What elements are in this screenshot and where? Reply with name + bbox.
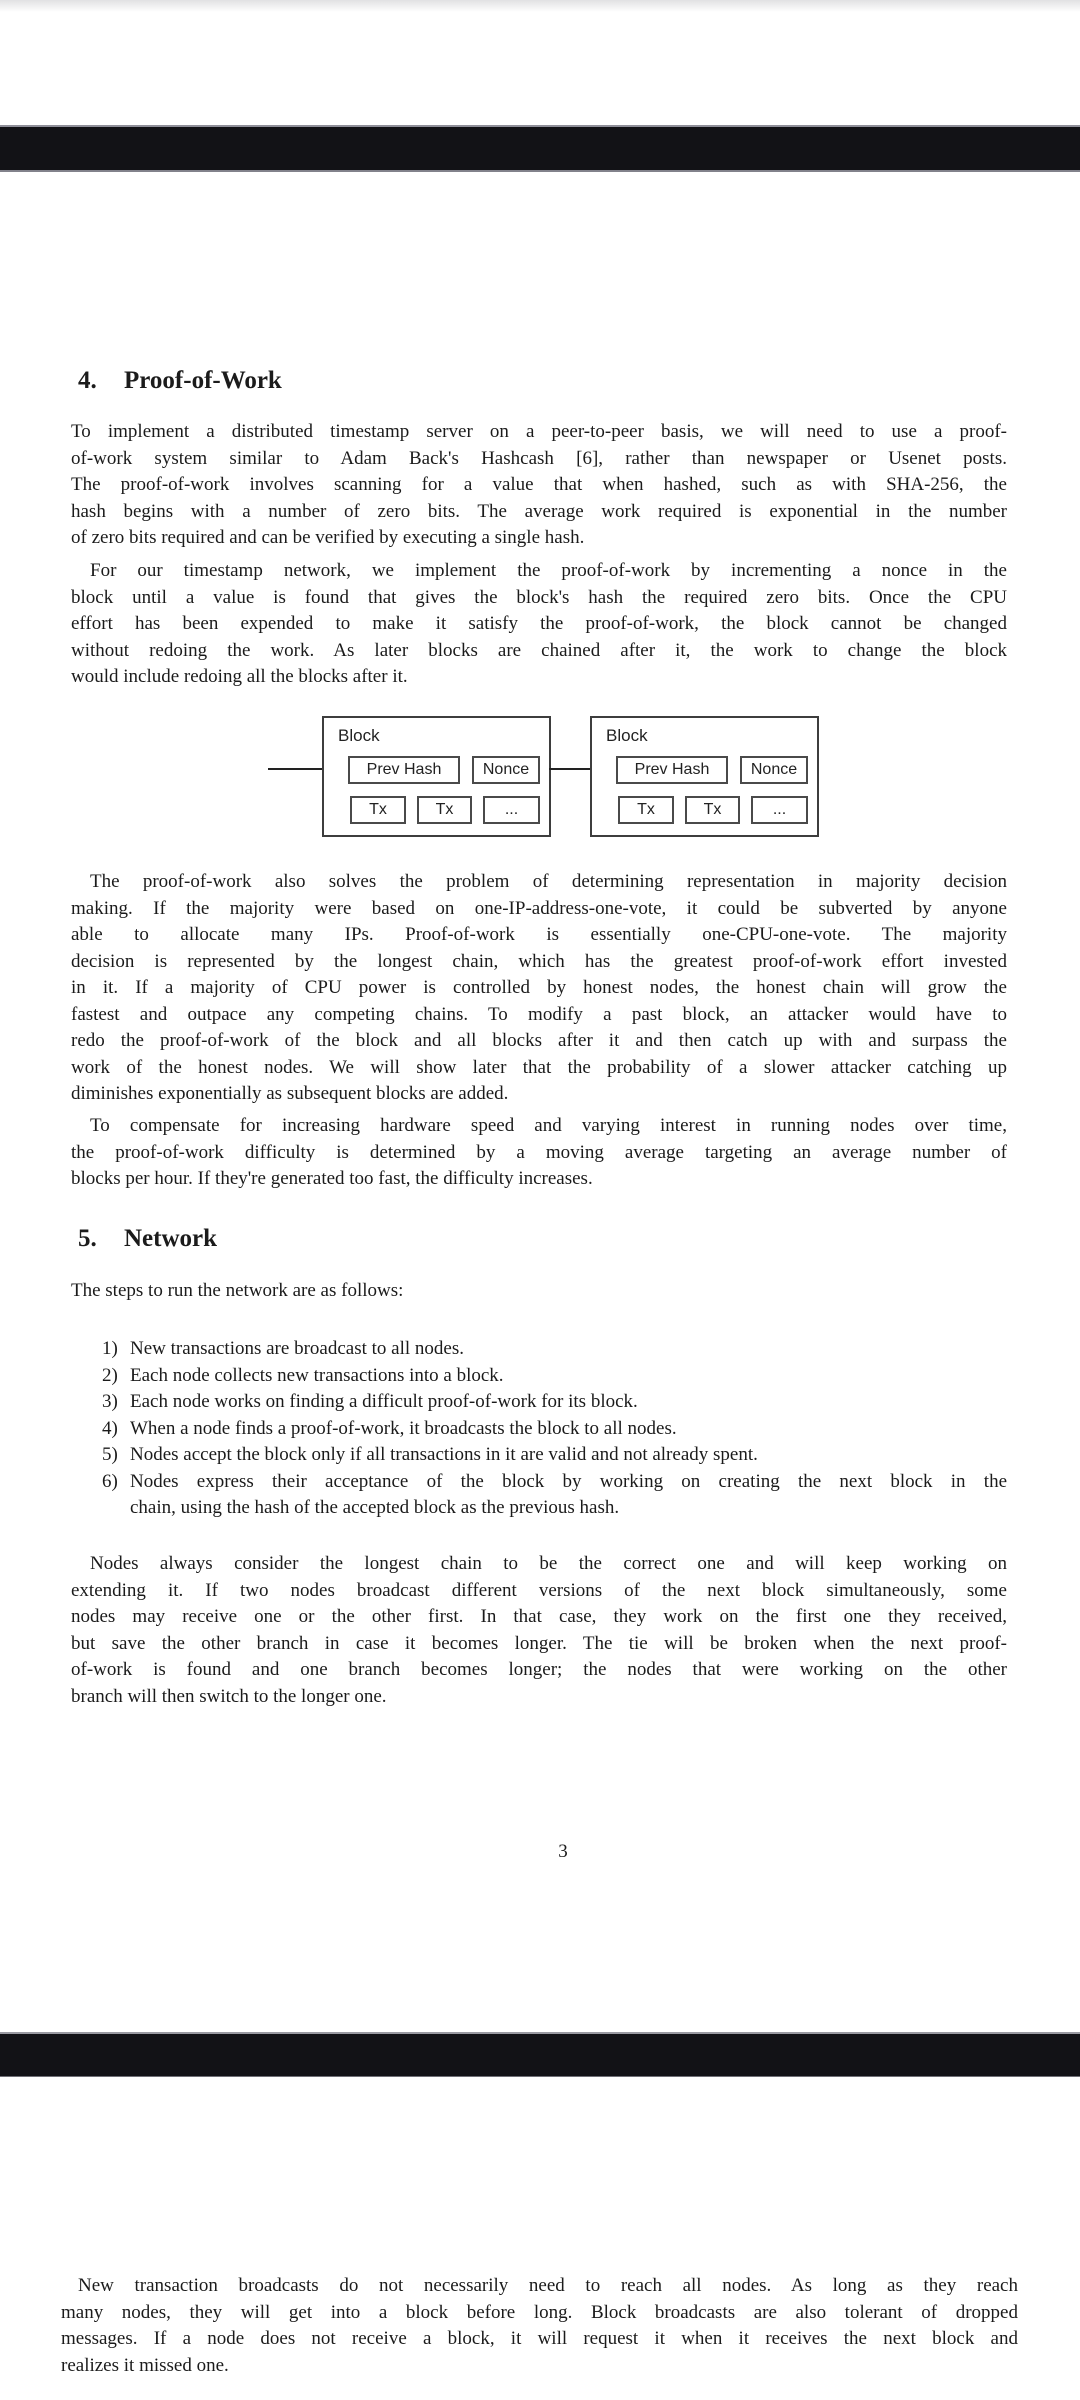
nonce-box: Nonce (740, 756, 808, 784)
prev-hash-box: Prev Hash (616, 756, 728, 784)
section-4-heading (71, 366, 1014, 396)
tx-box: Tx (350, 796, 406, 824)
text-line: blocks per hour. If they're generated too fast, the difficulty increases. (71, 1168, 593, 1189)
text-line: The proof-of-work also solves the problem of determining representation in majority decision (90, 871, 1007, 892)
text-line: New transaction broadcasts do not necessarily need to reach all nodes. As long as they reach (78, 2275, 1018, 2296)
list-item (71, 1389, 1007, 1416)
text-line: The proof-of-work involves scanning for a value that when hashed, such as with SHA-256, the (71, 474, 1007, 495)
list-item (71, 1363, 1007, 1390)
list-item-number: 2) (102, 1364, 118, 1386)
text-line: Each node collects new transactions into a block. (130, 1364, 504, 1386)
text-line: but save the other branch in case it becomes longer. The tie will be broken when the next proof- (71, 1632, 1007, 1654)
section-number: 4. (78, 367, 97, 394)
text-line: extending it. If two nodes broadcast different versions of the next block simultaneously, some (71, 1579, 1007, 1601)
text-line: realizes it missed one. (61, 2354, 229, 2376)
text-line: Nodes always consider the longest chain to be the correct one and will keep working on (90, 1553, 1007, 1574)
text-line: redo the proof-of-work of the block and all blocks after it and then catch up with and surpass the (71, 1030, 1007, 1051)
numbered-list (71, 1336, 1007, 1522)
text-line: fastest and outpace any competing chains. To modify a past block, an attacker would have to (71, 1003, 1007, 1025)
paragraph (71, 419, 1007, 552)
text-line: block until a value is found that gives the block's hash the required zero bits. Once the CPU (71, 586, 1007, 608)
text-line: chain, using the hash of the accepted block as the previous hash. (130, 1497, 620, 1518)
list-item (71, 1469, 1007, 1522)
text-line: making. If the majority were based on one-IP-address-one-vote, it could be subverted by anyone (71, 897, 1007, 919)
text-line: branch will then switch to the longer one. (71, 1685, 387, 1707)
text-line: Nodes express their acceptance of the block by working on creating the next block in the (130, 1470, 1007, 1492)
paragraph (71, 1551, 1007, 1710)
list-item-number: 5) (102, 1444, 118, 1465)
paragraph (71, 558, 1007, 691)
text-line: of-work system similar to Adam Back's Hashcash [6], rather than newspaper or Usenet posts. (71, 447, 1007, 469)
text-line: messages. If a node does not receive a block, it will request it when it receives the next block and (61, 2328, 1018, 2349)
text-line: the proof-of-work difficulty is determined by a moving average targeting an average number of (71, 1141, 1007, 1163)
list-item-number: 4) (102, 1417, 118, 1439)
text-line: Nodes accept the block only if all transactions in it are valid and not already spent. (130, 1444, 758, 1465)
section-title: Proof-of-Work (124, 367, 282, 394)
blockchain-diagram (0, 716, 1080, 838)
text-line: New transactions are broadcast to all nodes. (130, 1338, 464, 1359)
text-line: To compensate for increasing hardware speed and varying interest in running nodes over time, (90, 1115, 1007, 1136)
toolbar-shadow (0, 0, 1080, 12)
prev-hash-box: Prev Hash (348, 756, 460, 784)
page-gap-bar-top (0, 125, 1080, 172)
list-item (71, 1336, 1007, 1363)
paragraph (61, 2273, 1018, 2379)
section-5-heading (71, 1224, 1014, 1254)
text-line: of-work is found and one branch becomes longer; the nodes that were working on the other (71, 1659, 1007, 1680)
block-box-right (590, 716, 819, 837)
paragraph (71, 1113, 1007, 1193)
text-line: nodes may receive one or the other first. In that case, they work on the first one they received, (71, 1606, 1007, 1627)
list-item-number: 1) (102, 1338, 118, 1359)
text-line: would include redoing all the blocks after it. (71, 666, 408, 687)
nonce-box: Nonce (472, 756, 540, 784)
text-line: able to allocate many IPs. Proof-of-work is essentially one-CPU-one-vote. The majority (71, 924, 1007, 945)
tx-box: Tx (685, 796, 740, 824)
text-line: effort has been expended to make it satisfy the proof-of-work, the block cannot be changed (71, 613, 1007, 634)
text-line: For our timestamp network, we implement the proof-of-work by incrementing a nonce in the (90, 560, 1007, 581)
text-line: To implement a distributed timestamp server on a peer-to-peer basis, we will need to use a proof- (71, 421, 1007, 442)
text-line: in it. If a majority of CPU power is controlled by honest nodes, the honest chain will grow the (71, 977, 1007, 998)
text-line: decision is represented by the longest chain, which has the greatest proof-of-work effort invested (71, 950, 1007, 972)
text-line: diminishes exponentially as subsequent blocks are added. (71, 1083, 509, 1104)
text-line: hash begins with a number of zero bits. The average work required is exponential in the number (71, 500, 1007, 522)
text-line: many nodes, they will get into a block before long. Block broadcasts are also tolerant of dropped (61, 2301, 1018, 2323)
block-label: Block (606, 726, 648, 745)
list-item (71, 1442, 1007, 1469)
section-number: 5. (78, 1225, 97, 1252)
ellipsis-box: ... (751, 796, 808, 824)
steps-intro (71, 1278, 1007, 1305)
list-item (71, 1416, 1007, 1443)
page-number: 3 (558, 1841, 568, 1862)
list-item-number: 6) (102, 1470, 118, 1492)
text-line: Each node works on finding a difficult proof-of-work for its block. (130, 1391, 638, 1412)
text-line: When a node finds a proof-of-work, it broadcasts the block to all nodes. (130, 1417, 677, 1439)
text-line: of zero bits required and can be verified by executing a single hash. (71, 527, 585, 548)
ellipsis-box: ... (483, 796, 540, 824)
tx-box: Tx (417, 796, 472, 824)
text-line: without redoing the work. As later blocks are chained after it, the work to change the block (71, 639, 1007, 661)
block-label: Block (338, 726, 380, 745)
text-line: work of the honest nodes. We will show later that the probability of a slower attacker catching up (71, 1056, 1007, 1078)
section-title: Network (124, 1225, 218, 1252)
paragraph (71, 869, 1007, 1108)
tx-box: Tx (618, 796, 674, 824)
text-line: The steps to run the network are as follows: (71, 1280, 404, 1301)
page-gap-bar-bottom (0, 2032, 1080, 2077)
list-item-number: 3) (102, 1391, 118, 1412)
block-box-left (322, 716, 551, 837)
